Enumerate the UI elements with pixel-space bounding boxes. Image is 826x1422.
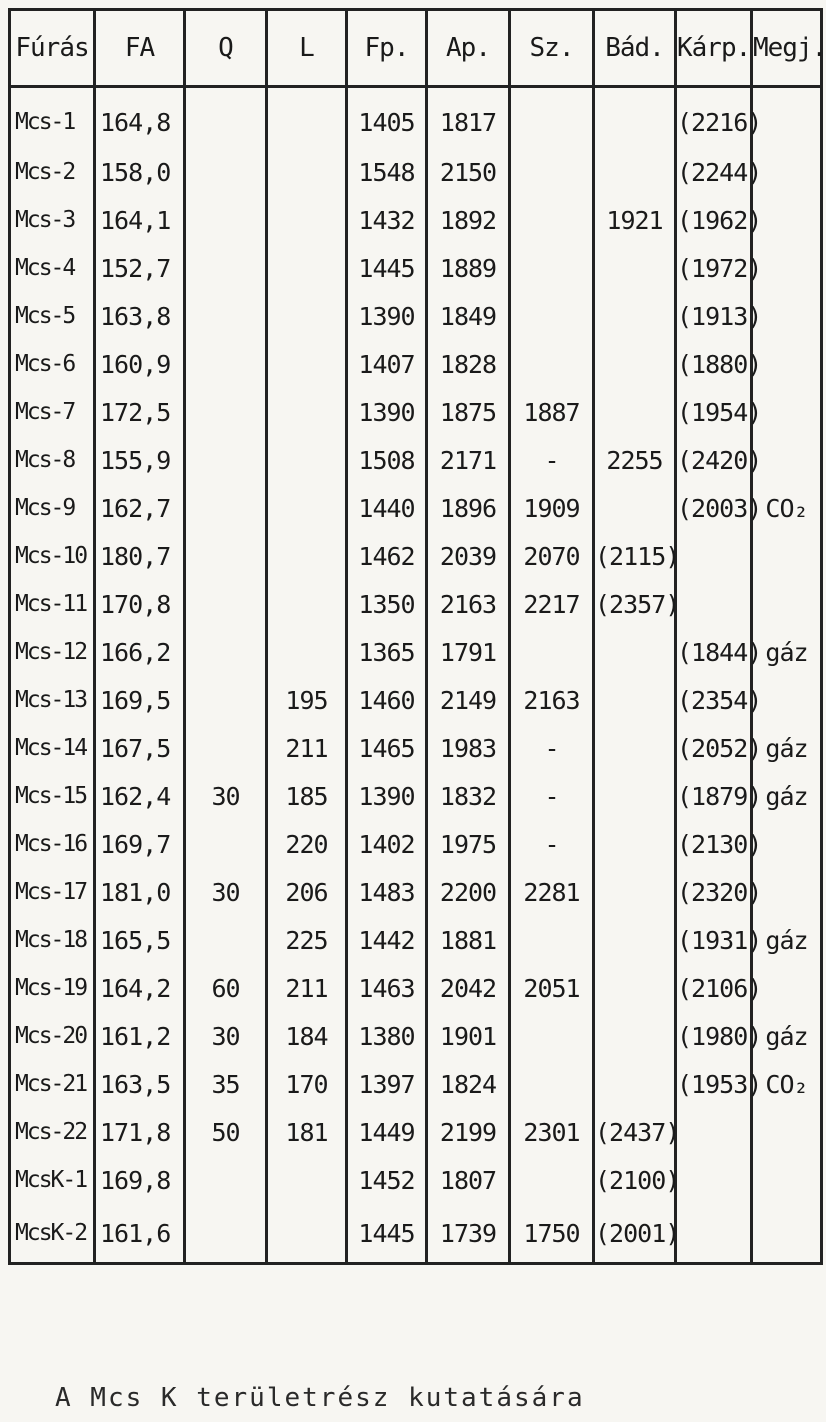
cell-q: 35 [185, 1060, 267, 1108]
cell-l: 185 [267, 772, 347, 820]
cell-bad [594, 820, 676, 868]
cell-megj [752, 87, 822, 149]
cell-bad: (2115) [594, 532, 676, 580]
cell-bad [594, 724, 676, 772]
cell-fa: 162,7 [95, 484, 185, 532]
col-header-bad: Bád. [594, 10, 676, 87]
table-row [10, 196, 822, 244]
table-row [10, 820, 822, 868]
cell-fa: 164,1 [95, 196, 185, 244]
cell-bad [594, 916, 676, 964]
cell-bad [594, 388, 676, 436]
cell-megj [752, 820, 822, 868]
table-row [10, 964, 822, 1012]
cell-borehole: Mcs-7 [10, 388, 95, 436]
cell-sz [510, 148, 594, 196]
col-header-l: L [267, 10, 347, 87]
cell-ap: 1875 [427, 388, 510, 436]
page-caption: A Mcs K területrész kutatására [55, 1383, 585, 1413]
cell-fa: 172,5 [95, 388, 185, 436]
cell-karp: (1980) [676, 1012, 752, 1060]
cell-bad [594, 244, 676, 292]
cell-karp: (1844) [676, 628, 752, 676]
cell-sz: 1909 [510, 484, 594, 532]
cell-fa: 169,7 [95, 820, 185, 868]
cell-l [267, 244, 347, 292]
cell-sz [510, 916, 594, 964]
table-row [10, 244, 822, 292]
cell-fp: 1432 [347, 196, 427, 244]
cell-l: 220 [267, 820, 347, 868]
cell-fp: 1462 [347, 532, 427, 580]
cell-fp: 1390 [347, 388, 427, 436]
cell-l [267, 436, 347, 484]
table-row [10, 532, 822, 580]
header-row [10, 10, 822, 87]
cell-ap: 1889 [427, 244, 510, 292]
cell-sz: 2051 [510, 964, 594, 1012]
cell-fp: 1397 [347, 1060, 427, 1108]
cell-sz [510, 1156, 594, 1204]
cell-karp: (1972) [676, 244, 752, 292]
cell-fa: 169,5 [95, 676, 185, 724]
cell-l [267, 580, 347, 628]
cell-fp: 1365 [347, 628, 427, 676]
cell-q: 60 [185, 964, 267, 1012]
cell-borehole: Mcs-21 [10, 1060, 95, 1108]
cell-borehole: Mcs-14 [10, 724, 95, 772]
col-header-ap: Ap. [427, 10, 510, 87]
table-row [10, 292, 822, 340]
cell-ap: 1832 [427, 772, 510, 820]
col-header-megj: Megj. [752, 10, 822, 87]
cell-fp: 1508 [347, 436, 427, 484]
table-row [10, 772, 822, 820]
cell-karp [676, 1156, 752, 1204]
cell-q: 30 [185, 772, 267, 820]
cell-megj [752, 196, 822, 244]
cell-borehole: Mcs-20 [10, 1012, 95, 1060]
cell-l [267, 532, 347, 580]
cell-karp [676, 1108, 752, 1156]
cell-l: 211 [267, 724, 347, 772]
cell-fp: 1463 [347, 964, 427, 1012]
cell-megj [752, 532, 822, 580]
cell-megj [752, 1204, 822, 1264]
cell-l [267, 148, 347, 196]
cell-bad: (2437) [594, 1108, 676, 1156]
cell-sz [510, 628, 594, 676]
cell-megj [752, 580, 822, 628]
cell-megj [752, 244, 822, 292]
cell-fp: 1465 [347, 724, 427, 772]
cell-sz [510, 196, 594, 244]
col-header-furas: Fúrás [10, 10, 95, 87]
cell-borehole: Mcs-22 [10, 1108, 95, 1156]
cell-fa: 171,8 [95, 1108, 185, 1156]
table-row [10, 436, 822, 484]
cell-ap: 1739 [427, 1204, 510, 1264]
cell-sz: - [510, 724, 594, 772]
cell-bad [594, 484, 676, 532]
cell-sz: - [510, 772, 594, 820]
cell-karp: (2052) [676, 724, 752, 772]
cell-karp: (2130) [676, 820, 752, 868]
table-row [10, 148, 822, 196]
cell-borehole: Mcs-19 [10, 964, 95, 1012]
cell-megj [752, 1156, 822, 1204]
borehole-table [8, 8, 826, 1265]
cell-megj: gáz [752, 772, 822, 820]
col-header-fa: FA [95, 10, 185, 87]
cell-fa: 163,5 [95, 1060, 185, 1108]
cell-bad [594, 148, 676, 196]
cell-megj: gáz [752, 628, 822, 676]
cell-bad: (2357) [594, 580, 676, 628]
cell-l [267, 87, 347, 149]
cell-fp: 1445 [347, 1204, 427, 1264]
cell-borehole: McsK-1 [10, 1156, 95, 1204]
table-row [10, 580, 822, 628]
cell-fa: 152,7 [95, 244, 185, 292]
cell-q [185, 196, 267, 244]
cell-l: 170 [267, 1060, 347, 1108]
cell-karp: (1913) [676, 292, 752, 340]
cell-ap: 1817 [427, 87, 510, 149]
cell-megj [752, 1108, 822, 1156]
cell-ap: 1975 [427, 820, 510, 868]
cell-karp: (2244) [676, 148, 752, 196]
cell-fa: 170,8 [95, 580, 185, 628]
cell-karp: (2354) [676, 676, 752, 724]
cell-borehole: Mcs-10 [10, 532, 95, 580]
cell-ap: 1896 [427, 484, 510, 532]
cell-bad [594, 676, 676, 724]
cell-borehole: McsK-2 [10, 1204, 95, 1264]
cell-fp: 1390 [347, 292, 427, 340]
cell-sz: 2217 [510, 580, 594, 628]
cell-bad [594, 628, 676, 676]
cell-fa: 162,4 [95, 772, 185, 820]
cell-bad [594, 964, 676, 1012]
cell-l: 225 [267, 916, 347, 964]
table-row [10, 676, 822, 724]
cell-bad: (2001) [594, 1204, 676, 1264]
cell-q [185, 916, 267, 964]
table-row [10, 724, 822, 772]
cell-fp: 1440 [347, 484, 427, 532]
cell-borehole: Mcs-18 [10, 916, 95, 964]
cell-q [185, 580, 267, 628]
cell-q [185, 244, 267, 292]
cell-l: 195 [267, 676, 347, 724]
cell-l [267, 628, 347, 676]
cell-karp [676, 1204, 752, 1264]
cell-sz [510, 87, 594, 149]
cell-bad: (2100) [594, 1156, 676, 1204]
cell-borehole: Mcs-1 [10, 87, 95, 149]
cell-megj: gáz [752, 1012, 822, 1060]
cell-megj [752, 292, 822, 340]
cell-bad: 2255 [594, 436, 676, 484]
cell-q [185, 724, 267, 772]
cell-fa: 164,8 [95, 87, 185, 149]
cell-karp: (1880) [676, 340, 752, 388]
cell-q [185, 87, 267, 149]
cell-ap: 2200 [427, 868, 510, 916]
cell-fp: 1407 [347, 340, 427, 388]
cell-l [267, 388, 347, 436]
cell-borehole: Mcs-6 [10, 340, 95, 388]
cell-q [185, 1156, 267, 1204]
cell-q [185, 340, 267, 388]
cell-sz [510, 1060, 594, 1108]
cell-fa: 164,2 [95, 964, 185, 1012]
cell-fa: 160,9 [95, 340, 185, 388]
cell-borehole: Mcs-17 [10, 868, 95, 916]
cell-karp: (1962) [676, 196, 752, 244]
table-row [10, 1060, 822, 1108]
cell-fa: 161,2 [95, 1012, 185, 1060]
cell-ap: 2150 [427, 148, 510, 196]
cell-megj: CO₂ [752, 1060, 822, 1108]
table-row [10, 1204, 822, 1264]
cell-karp: (1931) [676, 916, 752, 964]
cell-sz [510, 1012, 594, 1060]
cell-sz: 2301 [510, 1108, 594, 1156]
cell-borehole: Mcs-15 [10, 772, 95, 820]
cell-sz: 1887 [510, 388, 594, 436]
cell-sz: 2163 [510, 676, 594, 724]
cell-megj [752, 436, 822, 484]
cell-fp: 1380 [347, 1012, 427, 1060]
col-header-karp: Kárp. [676, 10, 752, 87]
cell-ap: 2199 [427, 1108, 510, 1156]
cell-borehole: Mcs-11 [10, 580, 95, 628]
cell-l [267, 292, 347, 340]
cell-ap: 1791 [427, 628, 510, 676]
cell-l [267, 196, 347, 244]
cell-fp: 1402 [347, 820, 427, 868]
cell-karp: (1953) [676, 1060, 752, 1108]
cell-fp: 1390 [347, 772, 427, 820]
cell-ap: 2039 [427, 532, 510, 580]
cell-fp: 1548 [347, 148, 427, 196]
cell-bad [594, 87, 676, 149]
cell-fp: 1442 [347, 916, 427, 964]
cell-fa: 167,5 [95, 724, 185, 772]
cell-sz [510, 340, 594, 388]
cell-megj [752, 964, 822, 1012]
cell-fa: 166,2 [95, 628, 185, 676]
cell-bad [594, 1060, 676, 1108]
cell-bad [594, 772, 676, 820]
cell-karp [676, 580, 752, 628]
cell-fa: 163,8 [95, 292, 185, 340]
cell-ap: 1824 [427, 1060, 510, 1108]
cell-borehole: Mcs-4 [10, 244, 95, 292]
table-row [10, 388, 822, 436]
cell-megj [752, 388, 822, 436]
cell-ap: 1828 [427, 340, 510, 388]
cell-fp: 1350 [347, 580, 427, 628]
cell-borehole: Mcs-3 [10, 196, 95, 244]
table-row [10, 868, 822, 916]
cell-megj [752, 340, 822, 388]
table-row [10, 484, 822, 532]
cell-megj: gáz [752, 916, 822, 964]
col-header-fp: Fp. [347, 10, 427, 87]
cell-megj [752, 148, 822, 196]
col-header-q: Q [185, 10, 267, 87]
cell-fp: 1405 [347, 87, 427, 149]
cell-q [185, 820, 267, 868]
cell-borehole: Mcs-5 [10, 292, 95, 340]
col-header-sz: Sz. [510, 10, 594, 87]
cell-sz: 1750 [510, 1204, 594, 1264]
table-row [10, 1108, 822, 1156]
cell-l: 211 [267, 964, 347, 1012]
cell-l: 181 [267, 1108, 347, 1156]
cell-l [267, 1156, 347, 1204]
cell-borehole: Mcs-9 [10, 484, 95, 532]
cell-ap: 1983 [427, 724, 510, 772]
cell-sz: 2070 [510, 532, 594, 580]
cell-fp: 1452 [347, 1156, 427, 1204]
cell-l [267, 1204, 347, 1264]
cell-borehole: Mcs-16 [10, 820, 95, 868]
cell-megj [752, 868, 822, 916]
cell-fa: 169,8 [95, 1156, 185, 1204]
cell-karp: (2320) [676, 868, 752, 916]
cell-l [267, 340, 347, 388]
cell-bad [594, 868, 676, 916]
cell-karp: (2003) [676, 484, 752, 532]
cell-sz [510, 244, 594, 292]
cell-q [185, 388, 267, 436]
cell-borehole: Mcs-12 [10, 628, 95, 676]
cell-ap: 1849 [427, 292, 510, 340]
table-row [10, 628, 822, 676]
cell-l: 206 [267, 868, 347, 916]
cell-q [185, 436, 267, 484]
cell-q [185, 484, 267, 532]
cell-bad: 1921 [594, 196, 676, 244]
cell-ap: 2163 [427, 580, 510, 628]
cell-q [185, 628, 267, 676]
table-body [10, 87, 822, 1264]
cell-fa: 165,5 [95, 916, 185, 964]
cell-bad [594, 1012, 676, 1060]
cell-ap: 1807 [427, 1156, 510, 1204]
cell-karp: (2106) [676, 964, 752, 1012]
cell-megj [752, 676, 822, 724]
cell-sz: - [510, 820, 594, 868]
cell-q [185, 292, 267, 340]
cell-ap: 2149 [427, 676, 510, 724]
cell-fa: 181,0 [95, 868, 185, 916]
cell-borehole: Mcs-2 [10, 148, 95, 196]
cell-ap: 1881 [427, 916, 510, 964]
cell-ap: 1892 [427, 196, 510, 244]
cell-q [185, 1204, 267, 1264]
cell-sz: 2281 [510, 868, 594, 916]
cell-borehole: Mcs-13 [10, 676, 95, 724]
cell-fa: 155,9 [95, 436, 185, 484]
table-row [10, 340, 822, 388]
cell-karp: (2216) [676, 87, 752, 149]
cell-fp: 1445 [347, 244, 427, 292]
cell-q [185, 676, 267, 724]
cell-borehole: Mcs-8 [10, 436, 95, 484]
table-row [10, 1012, 822, 1060]
table-row [10, 916, 822, 964]
cell-fa: 161,6 [95, 1204, 185, 1264]
cell-l [267, 484, 347, 532]
cell-bad [594, 340, 676, 388]
cell-karp: (2420) [676, 436, 752, 484]
cell-megj: gáz [752, 724, 822, 772]
cell-sz [510, 292, 594, 340]
cell-fa: 158,0 [95, 148, 185, 196]
cell-megj: CO₂ [752, 484, 822, 532]
cell-ap: 1901 [427, 1012, 510, 1060]
cell-ap: 2042 [427, 964, 510, 1012]
cell-q: 30 [185, 1012, 267, 1060]
cell-q: 50 [185, 1108, 267, 1156]
cell-karp: (1879) [676, 772, 752, 820]
cell-l: 184 [267, 1012, 347, 1060]
cell-karp: (1954) [676, 388, 752, 436]
cell-q [185, 148, 267, 196]
cell-bad [594, 292, 676, 340]
table-row [10, 87, 822, 149]
cell-fa: 180,7 [95, 532, 185, 580]
cell-fp: 1483 [347, 868, 427, 916]
cell-q: 30 [185, 868, 267, 916]
data-table-sheet [8, 8, 826, 1342]
cell-sz: - [510, 436, 594, 484]
table-row [10, 1156, 822, 1204]
cell-fp: 1449 [347, 1108, 427, 1156]
cell-fp: 1460 [347, 676, 427, 724]
cell-q [185, 532, 267, 580]
cell-ap: 2171 [427, 436, 510, 484]
cell-karp [676, 532, 752, 580]
